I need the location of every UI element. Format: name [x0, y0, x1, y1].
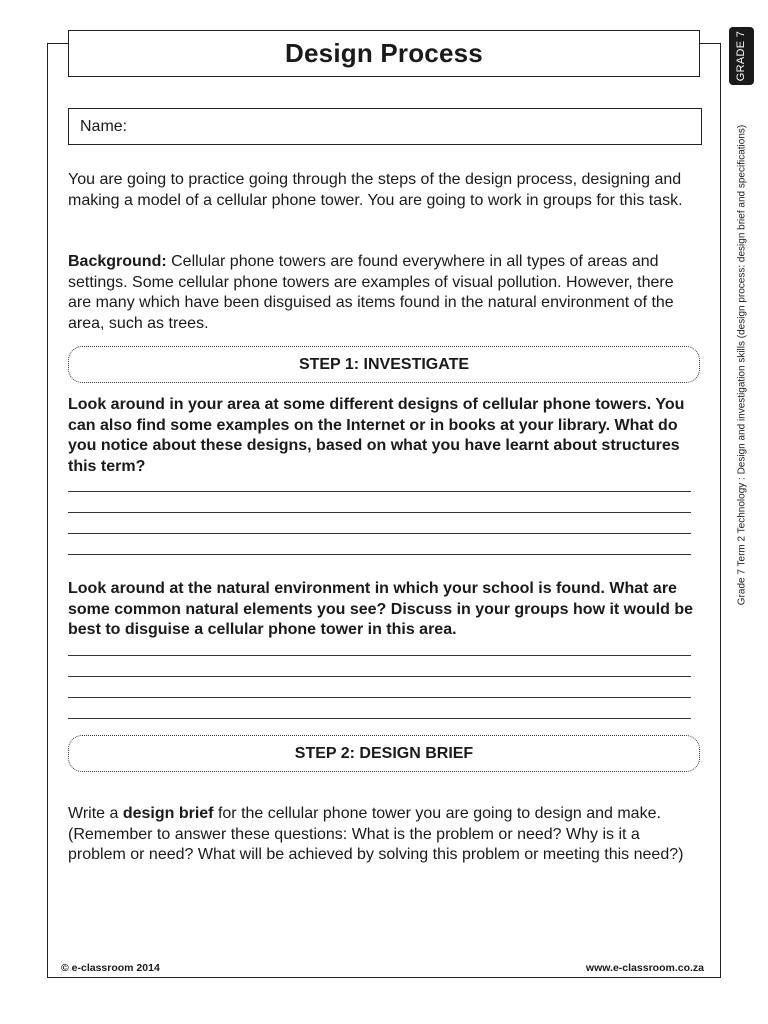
grade-tab-label: GRADE 7	[735, 30, 748, 82]
name-field[interactable]	[68, 108, 702, 145]
step1-heading: STEP 1: INVESTIGATE	[68, 346, 700, 383]
background-text: Cellular phone towers are found everywhere in all types of areas and settings. Some cellular phone towers are examples of visual pollution. However, there are many which have been disguised as items found in the natural environment of the area, such as trees.	[68, 253, 674, 332]
footer-copyright: © e-classroom 2014	[61, 962, 160, 974]
answer-line[interactable]	[68, 491, 691, 492]
grade-tab	[729, 27, 754, 85]
name-label: Name:	[80, 117, 128, 135]
side-caption-text: Grade 7 Term 2 Technology : Design and investigation skills (design process: design brief and specifications)	[736, 124, 748, 606]
answer-line[interactable]	[68, 718, 691, 719]
design-brief-prefix: Write a	[68, 805, 123, 822]
design-brief-instructions	[68, 804, 698, 866]
page-title: Design Process	[68, 30, 700, 77]
answer-line[interactable]	[68, 676, 691, 677]
intro-paragraph: You are going to practice going through the steps of the design process, designing and making a model of a cellular phone tower. You are going to work in groups for this task.	[68, 171, 683, 209]
footer-website[interactable]: www.e-classroom.co.za	[585, 962, 704, 974]
answer-line[interactable]	[68, 533, 691, 534]
step2-heading: STEP 2: DESIGN BRIEF	[68, 735, 700, 772]
answer-line[interactable]	[68, 554, 691, 555]
answer-line[interactable]	[68, 512, 691, 513]
design-brief-bold: design brief	[122, 805, 214, 822]
step1-question-1: Look around in your area at some different designs of cellular phone towers. You can also find some examples on the Internet or in books at your library. What do you notice about these designs, based on what you have learnt about structures this term?	[68, 396, 685, 475]
answer-line[interactable]	[68, 697, 691, 698]
step1-question-2: Look around at the natural environment in which your school is found. What are some common natural elements you see? Discuss in your groups how it would be best to disguise a cellular phone tower in this area.	[68, 580, 694, 638]
answer-line[interactable]	[68, 655, 691, 656]
design-brief-suffix: for the cellular phone tower you are going to design and make. (Remember to answer these questions: What is the problem or need? Why is it a problem or need? What will be achieved by solving this problem or meeting this need?)	[68, 805, 684, 863]
background-label: Background:	[68, 253, 167, 270]
background-paragraph	[68, 252, 698, 334]
